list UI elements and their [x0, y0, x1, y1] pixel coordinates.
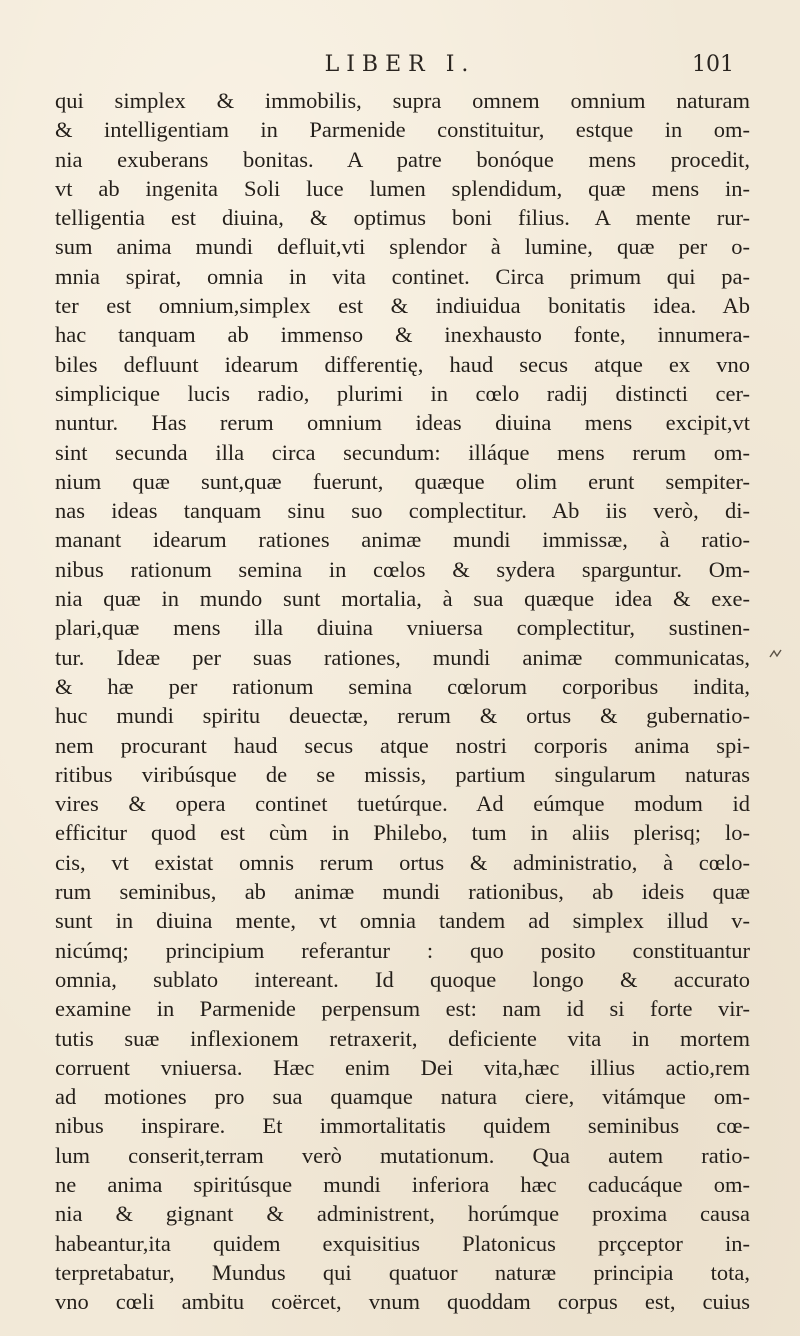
text-line: plari,quæ mens illa diuina vniuersa complectitur, sustinen- — [55, 615, 750, 641]
text-line: ad motiones pro sua quamque natura ciere, vitámque om- — [55, 1084, 750, 1110]
running-head — [0, 48, 800, 82]
text-line: nicúmq; principium referantur : quo posito constituantur — [55, 937, 750, 963]
text-line: ne anima spiritúsque mundi inferiora hæc caducáque om- — [55, 1171, 750, 1197]
text-line: nibus rationum semina in cœlos & sydera sparguntur. Om- — [55, 556, 750, 582]
text-line: huc mundi spiritu deuectæ, rerum & ortus & gubernatio- — [55, 703, 750, 729]
text-line: nia exuberans bonitas. A patre bonóque mens procedit, — [55, 146, 750, 172]
text-line: ritibus viribúsque de se missis, partium singularum naturas — [55, 761, 750, 787]
text-line: corruent vniuersa. Hæc enim Dei vita,hæc illius actio,rem — [55, 1054, 750, 1080]
text-line: rum seminibus, ab animæ mundi rationibus, ab ideis quæ — [55, 879, 750, 905]
text-line: nas ideas tanquam sinu suo complectitur. Ab iis verò, di- — [55, 498, 750, 524]
text-line: examine in Parmenide perpensum est: nam id si forte vir- — [55, 996, 750, 1022]
text-line: cis, vt existat omnis rerum ortus & administratio, à cœlo- — [55, 849, 750, 875]
text-line: nium quæ sunt,quæ fuerunt, quæque olim erunt sempiter- — [55, 468, 750, 494]
text-line: nia & gignant & administrent, horúmque proxima causa — [55, 1201, 750, 1227]
text-line: & intelligentiam in Parmenide constituitur, estque in om- — [55, 117, 750, 143]
text-line: terpretabatur, Mundus qui quatuor naturæ principia tota, — [55, 1259, 750, 1285]
text-line: vno cœli ambitu coërcet, vnum quoddam corpus est, cuius — [55, 1289, 750, 1315]
text-line: habeantur,ita quidem exquisitius Platonicus prçceptor in- — [55, 1230, 750, 1256]
page-number: 101 — [692, 52, 734, 77]
running-title: LIBER I. — [324, 52, 476, 77]
text-line: telligentia est diuina, & optimus boni filius. A mente rur- — [55, 205, 750, 231]
text-line: sunt in diuina mente, vt omnia tandem ad simplex illud v- — [55, 908, 750, 934]
text-line: omnia, sublato intereant. Id quoque longo & accurato — [55, 966, 750, 992]
text-line: nia quæ in mundo sunt mortalia, à sua quæque idea & exe- — [55, 586, 750, 612]
text-line: mnia spirat, omnia in vita continet. Circa primum qui pa- — [55, 263, 750, 289]
text-line: biles defluunt idearum differentię, haud secus atque ex vno — [55, 351, 750, 377]
text-line: sint secunda illa circa secundum: illáque mens rerum om- — [55, 439, 750, 465]
body-text — [55, 86, 750, 1316]
text-line: qui simplex & immobilis, supra omnem omnium naturam — [55, 88, 750, 113]
text-line: vires & opera continet tuetúrque. Ad eúmque modum id — [55, 791, 750, 817]
text-line: nuntur. Has rerum omnium ideas diuina mens excipit,vt — [55, 410, 750, 436]
text-line: tutis suæ inflexionem retraxerit, deficiente vita in mortem — [55, 1025, 750, 1051]
text-line: nem procurant haud secus atque nostri corporis anima spi- — [55, 732, 750, 758]
text-line: simplicique lucis radio, plurimi in cœlo radij distincti cer- — [55, 380, 750, 406]
text-line: tur. Ideæ per suas rationes, mundi animæ communicatas, — [55, 644, 750, 670]
text-line: lum conserit,terram verò mutationum. Qua autem ratio- — [55, 1142, 750, 1168]
text-line: & hæ per rationum semina cœlorum corporibus indita, — [55, 673, 750, 699]
text-line: manant idearum rationes animæ mundi immissæ, à ratio- — [55, 527, 750, 553]
text-line: sum anima mundi defluit,vti splendor à lumine, quæ per o- — [55, 234, 750, 260]
text-line: hac tanquam ab immenso & inexhausto fonte, innumera- — [55, 322, 750, 348]
margin-ink-mark — [768, 648, 784, 660]
text-line: nibus inspirare. Et immortalitatis quidem seminibus cœ- — [55, 1113, 750, 1139]
text-line: vt ab ingenita Soli luce lumen splendidum, quæ mens in- — [55, 175, 750, 201]
text-line: efficitur quod est cùm in Philebo, tum in aliis plerisq; lo- — [55, 820, 750, 846]
text-line: ter est omnium,simplex est & indiuidua bonitatis idea. Ab — [55, 293, 750, 319]
